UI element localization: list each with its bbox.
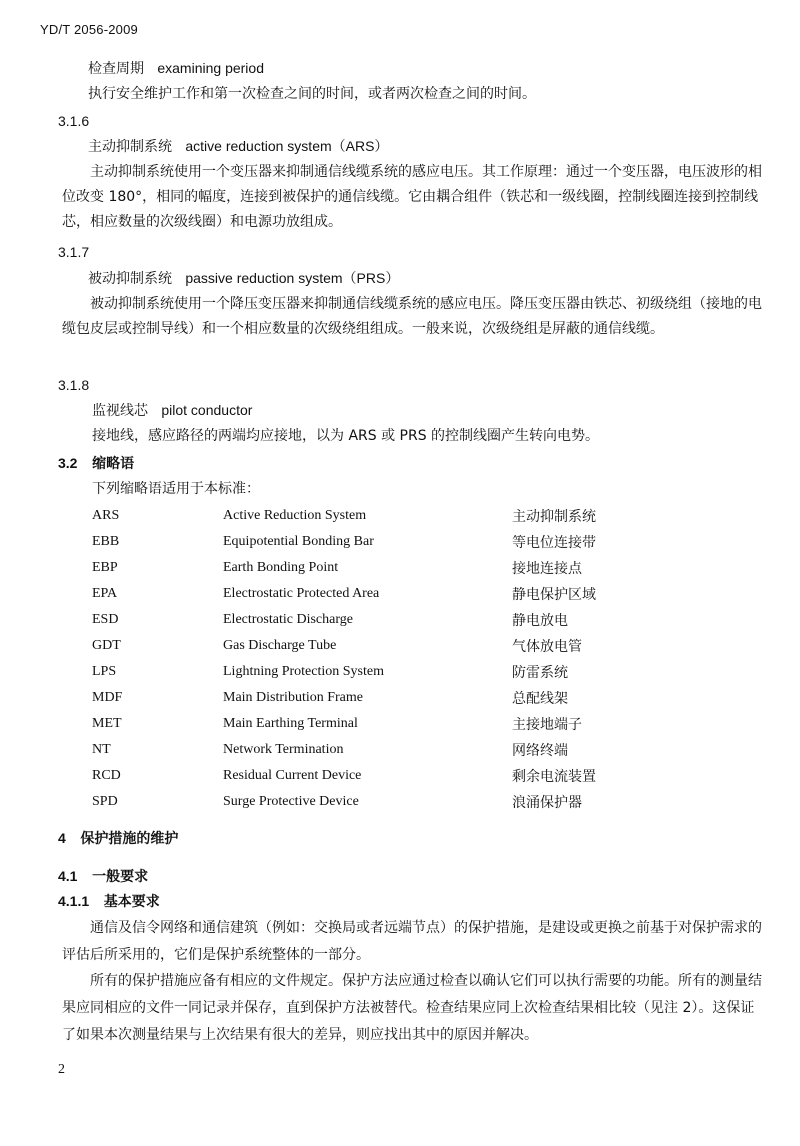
chinese-name-cell: 网络终端 bbox=[512, 743, 568, 759]
section-title: 缩略语 bbox=[92, 456, 135, 472]
chinese-name-cell: 等电位连接带 bbox=[512, 535, 596, 551]
english-name-cell: Equipotential Bonding Bar bbox=[223, 534, 374, 549]
english-name-cell: Gas Discharge Tube bbox=[223, 638, 337, 653]
term-examining-period bbox=[88, 57, 264, 80]
abbreviation-cell: LPS bbox=[92, 664, 117, 679]
english-name-cell: Active Reduction System bbox=[223, 508, 367, 523]
term-en: examining period bbox=[157, 60, 264, 76]
abbreviation-cell: NT bbox=[92, 742, 111, 757]
english-name-cell: Main Earthing Terminal bbox=[223, 716, 358, 731]
clause-number-3-1-7: 3.1.7 bbox=[58, 244, 90, 260]
paragraph-4-1-1-b: 所有的保护措施应备有相应的文件规定。保护方法应通过检查以确认它们可以执行需要的功能。所有的测量结果应同相应的文件一同记录并保存，直到保护方法被替代。检查结果应同上次检查结果相比较（见注 2）。这保证了如果本次测量结果与上次结果有很大的差异，则应找出其中的原因并解决。 bbox=[62, 973, 762, 1043]
table-row bbox=[92, 607, 692, 633]
section-number: 4.1.1 bbox=[58, 893, 90, 909]
table-row bbox=[92, 503, 692, 529]
abbreviation-cell: GDT bbox=[92, 638, 121, 653]
definition-pilot-conductor: 接地线，感应路径的两端均应接地，以为 ARS 或 PRS 的控制线圈产生转向电势。 bbox=[92, 428, 600, 444]
english-name-cell: Network Termination bbox=[223, 742, 344, 757]
clause-number-3-1-6: 3.1.6 bbox=[58, 113, 90, 129]
english-name-cell: Surge Protective Device bbox=[223, 794, 359, 809]
chinese-name-cell: 剩余电流装置 bbox=[512, 769, 596, 785]
abbreviations-table bbox=[92, 503, 692, 815]
abbreviations-intro: 下列缩略语适用于本标准： bbox=[92, 481, 260, 497]
english-name-cell: Residual Current Device bbox=[223, 768, 362, 783]
abbreviation-cell: SPD bbox=[92, 794, 118, 809]
abbreviation-cell: MDF bbox=[92, 690, 123, 705]
section-heading-4-1 bbox=[58, 865, 148, 888]
definition-ars: 主动抑制系统使用一个变压器来抑制通信线缆系统的感应电压。其工作原理：通过一个变压器，电压波形的相位改变 180°，相同的幅度，连接到被保护的通信线缆。它由耦合组件（铁芯和一级线圈，控制线圈连接到控制线芯，相应数量的次级线圈）和电源功放组成。 bbox=[62, 164, 762, 230]
abbreviation-cell: ARS bbox=[92, 508, 120, 523]
term-en: passive reduction system（PRS） bbox=[185, 270, 400, 286]
chinese-name-cell: 主动抑制系统 bbox=[512, 509, 596, 525]
abbreviation-cell: EBP bbox=[92, 560, 118, 575]
term-cn: 监视线芯 bbox=[92, 403, 148, 419]
chinese-name-cell: 静电保护区域 bbox=[512, 587, 596, 603]
chinese-name-cell: 总配线架 bbox=[512, 691, 568, 707]
table-row bbox=[92, 711, 692, 737]
definition-prs: 被动抑制系统使用一个降压变压器来抑制通信线缆系统的感应电压。降压变压器由铁芯、初级绕组（接地的电缆包皮层或控制导线）和一个相应数量的次级绕组组成。一般来说，次级绕组是屏蔽的通信线缆。 bbox=[62, 296, 762, 337]
section-heading-4-1-1 bbox=[58, 890, 160, 913]
chinese-name-cell: 接地连接点 bbox=[512, 561, 582, 577]
chinese-name-cell: 浪涌保护器 bbox=[512, 795, 582, 811]
section-number: 4.1 bbox=[58, 868, 78, 884]
english-name-cell: Electrostatic Protected Area bbox=[223, 586, 380, 601]
section-title: 基本要求 bbox=[103, 894, 160, 910]
definition-examining-period: 执行安全维护工作和第一次检查之间的时间，或者两次检查之间的时间。 bbox=[88, 86, 536, 102]
abbreviation-cell: ESD bbox=[92, 612, 119, 627]
table-row bbox=[92, 763, 692, 789]
term-en: pilot conductor bbox=[161, 402, 253, 418]
section-number: 4 bbox=[58, 830, 66, 846]
term-prs bbox=[88, 267, 399, 290]
english-name-cell: Lightning Protection System bbox=[223, 664, 384, 679]
chinese-name-cell: 静电放电 bbox=[512, 613, 568, 629]
section-heading-4 bbox=[58, 827, 178, 850]
document-id: YD/T 2056-2009 bbox=[40, 22, 138, 37]
table-row bbox=[92, 659, 692, 685]
table-row bbox=[92, 581, 692, 607]
section-title: 保护措施的维护 bbox=[80, 831, 179, 847]
page-number: 2 bbox=[58, 1062, 65, 1077]
section-heading-3-2 bbox=[58, 452, 134, 475]
term-cn: 主动抑制系统 bbox=[88, 139, 172, 155]
chinese-name-cell: 气体放电管 bbox=[512, 639, 582, 655]
abbreviation-cell: EPA bbox=[92, 586, 118, 601]
table-row bbox=[92, 685, 692, 711]
abbreviation-cell: EBB bbox=[92, 534, 120, 549]
english-name-cell: Electrostatic Discharge bbox=[223, 612, 353, 627]
term-en: active reduction system（ARS） bbox=[185, 138, 389, 154]
section-title: 一般要求 bbox=[92, 869, 149, 885]
term-cn: 被动抑制系统 bbox=[88, 271, 172, 287]
term-ars bbox=[88, 135, 388, 158]
table-row bbox=[92, 633, 692, 659]
table-row bbox=[92, 529, 692, 555]
table-row bbox=[92, 737, 692, 763]
chinese-name-cell: 主接地端子 bbox=[512, 717, 582, 733]
section-number: 3.2 bbox=[58, 455, 78, 471]
table-row bbox=[92, 555, 692, 581]
abbreviation-cell: RCD bbox=[92, 768, 121, 783]
term-pilot-conductor bbox=[92, 399, 252, 422]
english-name-cell: Main Distribution Frame bbox=[223, 690, 363, 705]
table-row bbox=[92, 789, 692, 815]
clause-number-3-1-8: 3.1.8 bbox=[58, 377, 90, 393]
term-cn: 检查周期 bbox=[88, 61, 144, 77]
abbreviation-cell: MET bbox=[92, 716, 122, 731]
paragraph-4-1-1-a: 通信及信令网络和通信建筑（例如：交换局或者远端节点）的保护措施，是建设或更换之前基于对保护需求的评估后所采用的，它们是保护系统整体的一部分。 bbox=[62, 920, 762, 963]
english-name-cell: Earth Bonding Point bbox=[223, 560, 339, 575]
chinese-name-cell: 防雷系统 bbox=[512, 665, 568, 681]
